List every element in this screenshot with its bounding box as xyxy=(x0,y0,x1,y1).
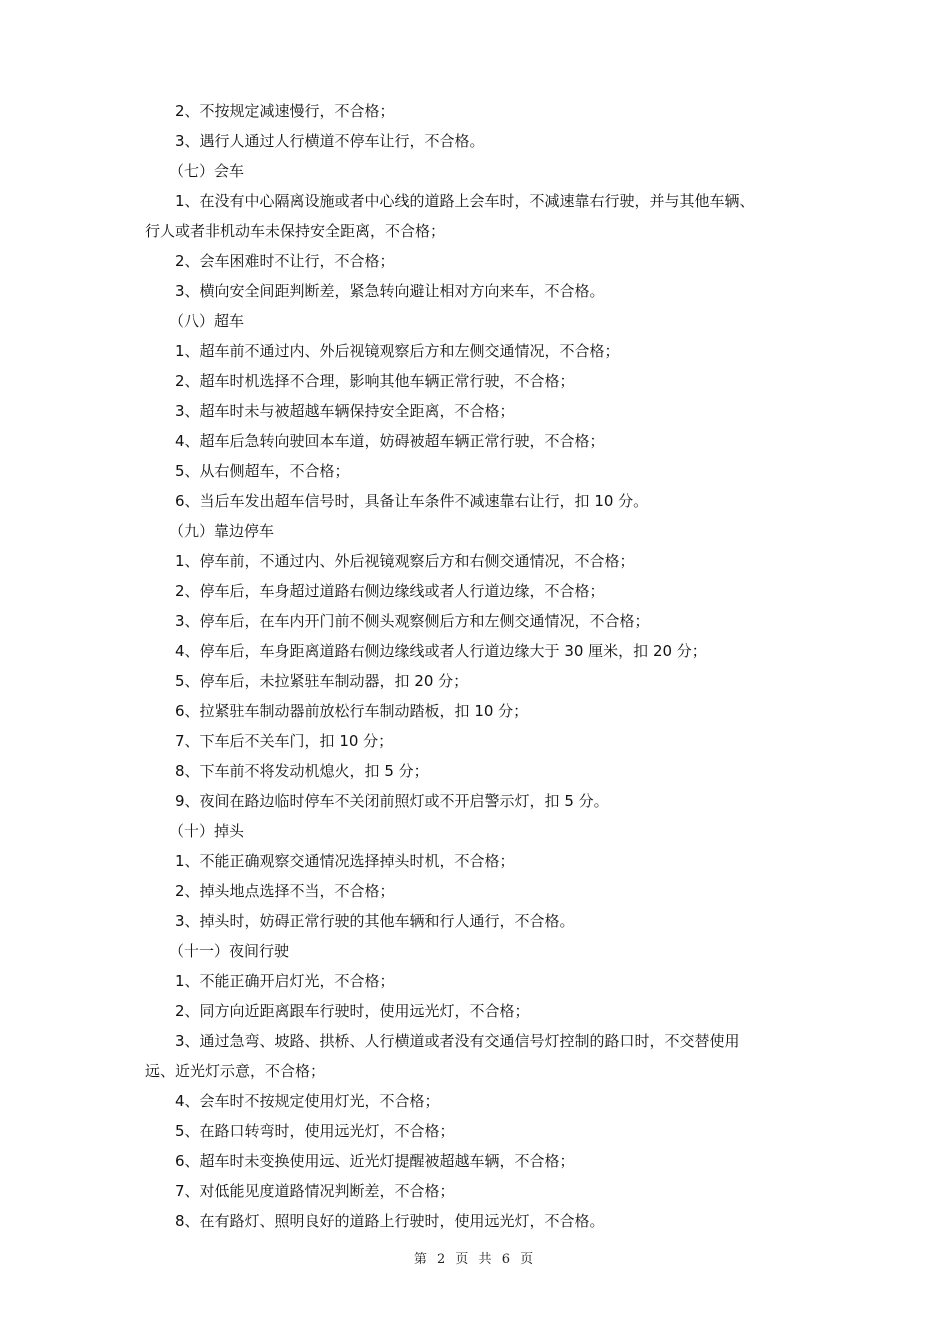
text-line: 4、会车时不按规定使用灯光，不合格； xyxy=(175,1092,440,1110)
text-line: 3、停车后，在车内开门前不侧头观察侧后方和左侧交通情况，不合格； xyxy=(175,612,650,630)
page-footer: 第 2 页 共 6 页 xyxy=(413,1252,537,1267)
text-line: 4、停车后，车身距离道路右侧边缘线或者人行道边缘大于 30 厘米，扣 20 分； xyxy=(175,642,707,660)
text-line: 2、不按规定减速慢行，不合格； xyxy=(175,102,395,120)
text-line: 行人或者非机动车未保持安全距离，不合格； xyxy=(145,222,446,240)
text-line: 8、在有路灯、照明良好的道路上行驶时，使用远光灯，不合格。 xyxy=(175,1212,605,1230)
text-line: 7、对低能见度道路情况判断差，不合格； xyxy=(175,1182,455,1200)
text-line: 2、超车时机选择不合理，影响其他车辆正常行驶，不合格； xyxy=(175,372,575,390)
text-line: 1、在没有中心隔离设施或者中心线的道路上会车时，不减速靠右行驶，并与其他车辆、 xyxy=(175,192,755,210)
text-line: 2、同方向近距离跟车行驶时，使用远光灯，不合格； xyxy=(175,1002,530,1020)
text-line: 2、会车困难时不让行，不合格； xyxy=(175,252,395,270)
text-line: 2、掉头地点选择不当，不合格； xyxy=(175,882,395,900)
section-heading: （十一）夜间行驶 xyxy=(169,942,290,960)
text-line: 5、从右侧超车，不合格； xyxy=(175,462,350,480)
text-line: 3、掉头时，妨碍正常行驶的其他车辆和行人通行，不合格。 xyxy=(175,912,575,930)
text-line: 8、下车前不将发动机熄火，扣 5 分； xyxy=(175,762,429,780)
document-body xyxy=(145,96,810,1236)
text-line: 1、超车前不通过内、外后视镜观察后方和左侧交通情况，不合格； xyxy=(175,342,620,360)
text-line: 3、通过急弯、坡路、拱桥、人行横道或者没有交通信号灯控制的路口时，不交替使用 xyxy=(175,1032,740,1050)
section-heading: （八）超车 xyxy=(169,312,245,330)
text-line: 9、夜间在路边临时停车不关闭前照灯或不开启警示灯，扣 5 分。 xyxy=(175,792,609,810)
text-line: 3、遇行人通过人行横道不停车让行，不合格。 xyxy=(175,132,485,150)
section-heading: （七）会车 xyxy=(169,162,245,180)
text-line: 5、停车后，未拉紧驻车制动器，扣 20 分； xyxy=(175,672,469,690)
text-line: 3、横向安全间距判断差，紧急转向避让相对方向来车，不合格。 xyxy=(175,282,605,300)
section-heading: （十）掉头 xyxy=(169,822,245,840)
text-line: 1、不能正确开启灯光，不合格； xyxy=(175,972,395,990)
text-line: 4、超车后急转向驶回本车道，妨碍被超车辆正常行驶，不合格； xyxy=(175,432,605,450)
text-line: 5、在路口转弯时，使用远光灯，不合格； xyxy=(175,1122,455,1140)
text-line: 1、停车前，不通过内、外后视镜观察后方和右侧交通情况，不合格； xyxy=(175,552,635,570)
text-line: 2、停车后，车身超过道路右侧边缘线或者人行道边缘，不合格； xyxy=(175,582,605,600)
text-line: 远、近光灯示意，不合格； xyxy=(145,1062,326,1080)
text-line: 6、当后车发出超车信号时，具备让车条件不减速靠右让行，扣 10 分。 xyxy=(175,492,649,510)
text-line: 6、超车时未变换使用远、近光灯提醒被超越车辆，不合格； xyxy=(175,1152,575,1170)
text-line: 6、拉紧驻车制动器前放松行车制动踏板，扣 10 分； xyxy=(175,702,529,720)
text-line: 1、不能正确观察交通情况选择掉头时机，不合格； xyxy=(175,852,515,870)
text-line: 3、超车时未与被超越车辆保持安全距离，不合格； xyxy=(175,402,515,420)
section-heading: （九）靠边停车 xyxy=(169,522,275,540)
text-line: 7、下车后不关车门，扣 10 分； xyxy=(175,732,394,750)
